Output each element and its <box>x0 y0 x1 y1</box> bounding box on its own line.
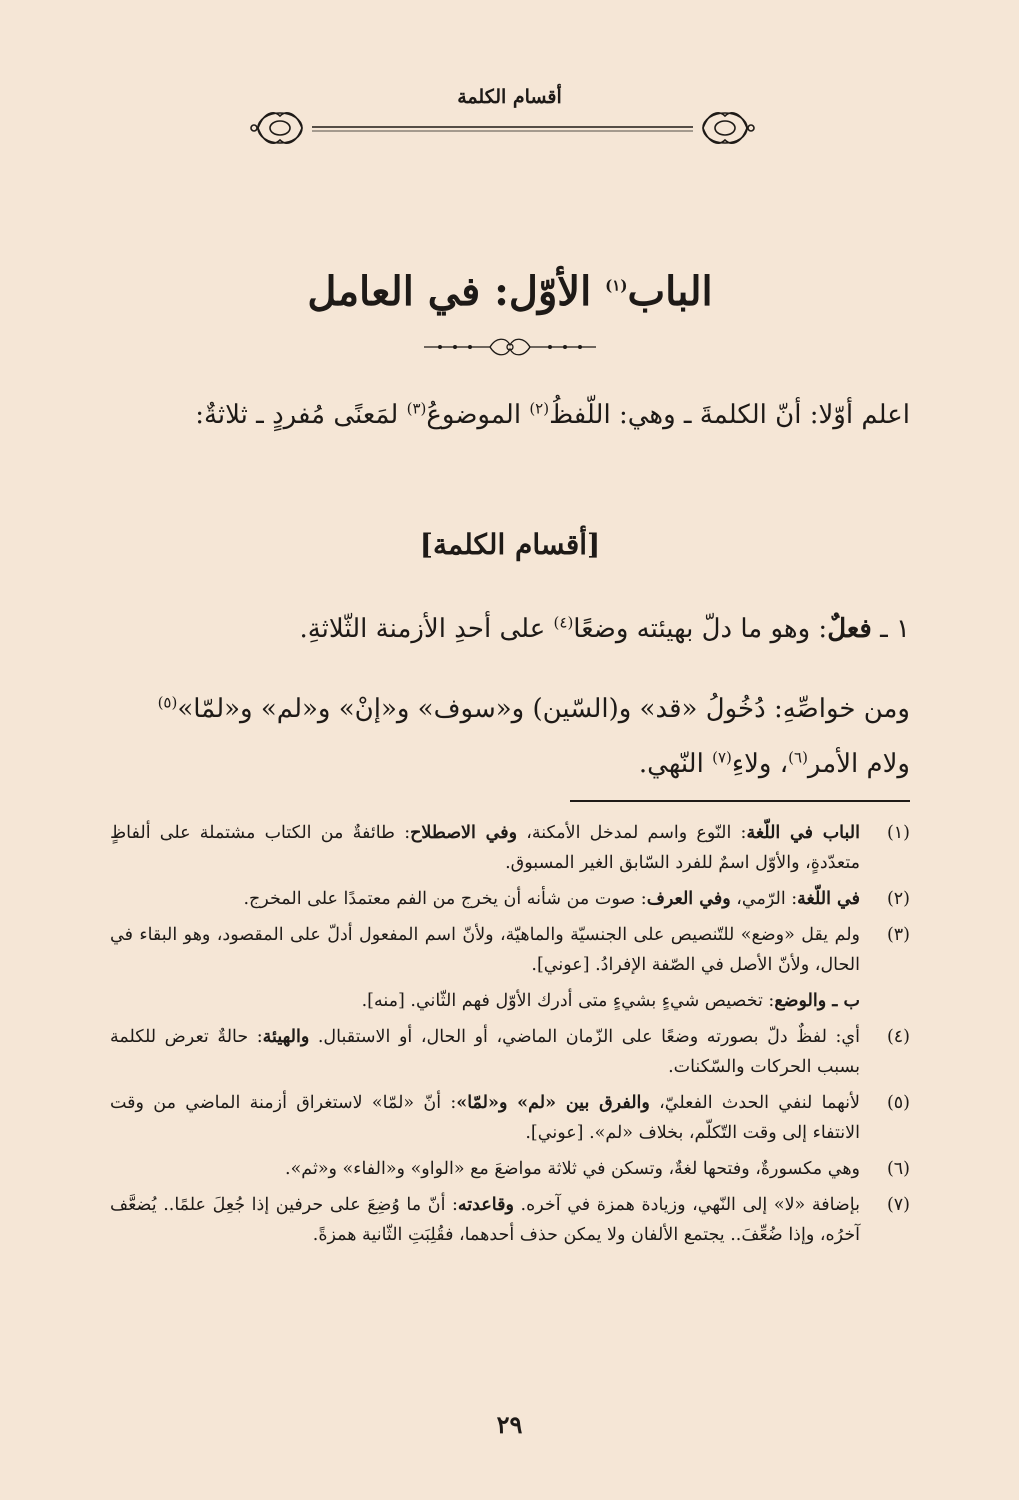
footnote-continuation: ب ـ والوضع: تخصيص شيءٍ بشيءٍ متى أدرك الأوّل فهم الثّاني. [منه]. <box>361 991 860 1011</box>
chapter-title <box>120 268 900 315</box>
footnote-ref: (٣) <box>406 399 427 418</box>
item-term: فعلٌ <box>827 614 872 644</box>
footnote <box>110 1022 910 1082</box>
footnote <box>110 1088 910 1148</box>
title-ornament <box>420 335 600 359</box>
footnote-separator <box>570 800 910 802</box>
chapter-title-end: الأوّل: في العامل <box>307 268 592 315</box>
item-text-1: : وهو ما دلّ بهيئته وضعًا <box>573 614 828 644</box>
footnote-ref: (٥) <box>157 693 178 712</box>
footnote-ref: (٦) <box>788 748 808 767</box>
intro-paragraph <box>120 388 910 443</box>
intro-text-3: لمَعنًى مُفردٍ ـ ثلاثةٌ: <box>195 400 407 430</box>
chapter-title-start: الباب <box>627 268 713 315</box>
properties-text-2: ولام الأمر <box>807 749 910 779</box>
footnote-number: (٤) <box>886 1027 910 1047</box>
intro-text-2: الموضوعُ <box>426 400 530 430</box>
footnote-number: (٦) <box>886 1159 910 1179</box>
footnote-text: بإضافة «لا» إلى النّهي، وزيادة همزة في آخره. وقاعدته: أنّ ما وُضِعَ على حرفين إذا جُعِلَ علمًا.. يُضعَّف آخرُه، وإذا ضُعِّفَ.. يجتمع الألفان ولا يمكن حذف أحدهما، فقُلِبَتِ الثّانية همزةً. <box>110 1195 860 1245</box>
item-number: ١ ـ <box>871 614 910 644</box>
footnote-number: (١) <box>886 823 910 843</box>
footnote-ref: (٤) <box>553 613 574 632</box>
properties-paragraph <box>120 682 910 792</box>
page-number: ٢٩ <box>496 1410 523 1439</box>
footnote-text: لأنهما لنفي الحدث الفعليّ، والفرق بين «لم» و«لمّا»: أنّ «لمّا» لاستغراق أزمنة الماضي من وقت الانتفاء إلى وقت التّكلّم، بخلاف «لم». [عوني]. <box>110 1093 860 1143</box>
intro-text-1: اعلم أوّلا: أنّ الكلمةَ ـ وهي: اللّفظُ <box>549 400 910 430</box>
footnote <box>110 920 910 980</box>
item-verb <box>120 602 910 657</box>
section-heading: [أقسام الكلمة] <box>419 528 601 561</box>
properties-text-4: النّهي. <box>638 749 713 779</box>
footnote <box>110 884 910 914</box>
footnote <box>110 818 910 878</box>
footnote <box>110 1154 910 1184</box>
footnote-text: أي: لفظٌ دلّ بصورته وضعًا على الزّمان الماضي، أو الحال، أو الاستقبال. والهيئة: حالةٌ تعرض للكلمة بسبب الحركات والسّكنات. <box>110 1027 860 1077</box>
running-head: أقسام الكلمة <box>457 86 562 108</box>
footnote-text: في اللّغة: الرّمي، وفي العرف: صوت من شأنه أن يخرج من الفم معتمدًا على المخرج. <box>243 889 860 909</box>
footnote-ref: (٧) <box>712 748 732 767</box>
footnote-text: وهي مكسورةٌ، وفتحها لغةٌ، وتسكن في ثلاثة مواضعَ مع «الواو» و«الفاء» و«ثم». <box>285 1159 860 1179</box>
footnote <box>110 1190 910 1250</box>
item-text-2: على أحدِ الأزمنة الثّلاثةِ. <box>299 614 554 644</box>
footnote-text: ولم يقل «وضع» للتّنصيص على الجنسيّة والماهيّة، ولأنّ اسم المفعول أدلّ على المقصود، وهو البقاء في الحال، ولأنّ الأصل في الصّفة الإفرادُ. [عوني]. <box>110 925 860 975</box>
footnote-number: (٢) <box>886 889 910 909</box>
header-ornament <box>250 104 755 150</box>
footnotes <box>110 818 910 1256</box>
footnote-number: (٣) <box>886 925 910 945</box>
footnote-number: (٧) <box>886 1195 910 1215</box>
footnote-ref: (١) <box>605 276 628 295</box>
footnote-ref: (٢) <box>529 399 550 418</box>
properties-text-3: ، ولاءِ <box>731 749 789 779</box>
properties-text-1: ومن خواصِّهِ: دُخُولُ «قد» و(السّين) و«سوف» و«إنْ» و«لم» و«لمّا» <box>177 694 910 724</box>
footnote-text: الباب في اللّغة: النّوع واسم لمدخل الأمكنة، وفي الاصطلاح: طائفةٌ من الكتاب مشتملة على ألفاظٍ متعدّدةٍ، والأوّل اسمٌ للفرد السّابق الغير المسبوق. <box>110 823 860 873</box>
footnote-number: (٥) <box>886 1093 910 1113</box>
